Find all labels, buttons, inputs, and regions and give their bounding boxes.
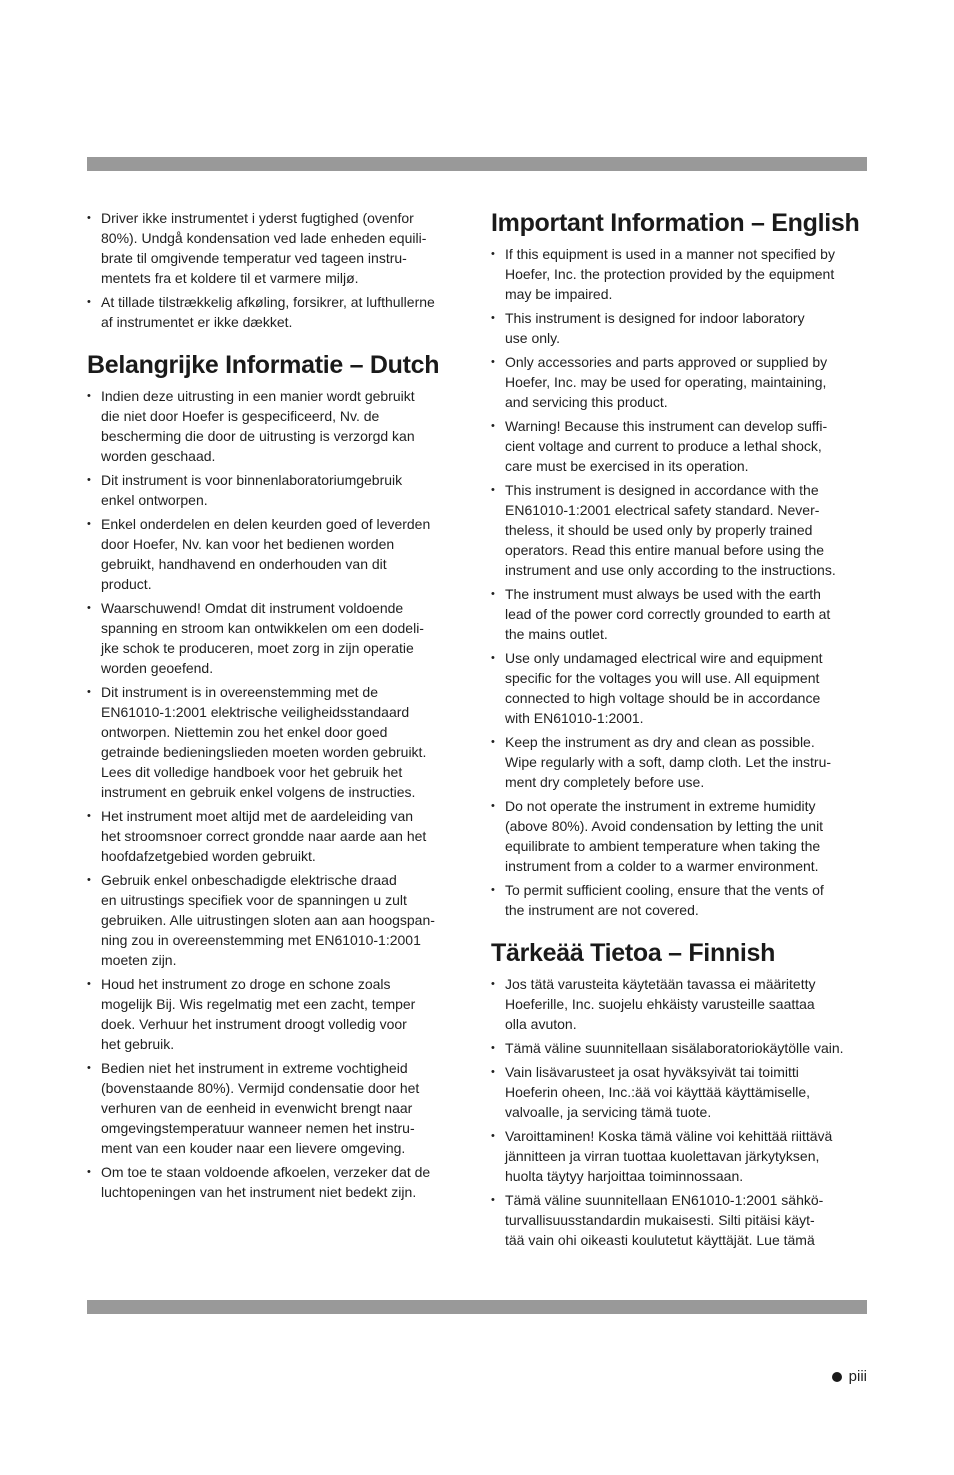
list-item: • Enkel onderdelen en delen keurden goed of leverden door Hoefer, Nv. kan voor het bedienen worden gebruikt, handhavend en onderhouden van dit product.: [87, 514, 462, 594]
bottom-rule: [87, 1300, 867, 1314]
list-item: • Use only undamaged electrical wire and equipment specific for the voltages you will use. All equipment connected to high voltage should be in accordance with EN61010-1:2001.: [491, 648, 867, 728]
list-item: • Dit instrument is voor binnenlaboratoriumgebruik enkel ontworpen.: [87, 470, 462, 510]
list-item: • Tämä väline suunnitellaan EN61010-1:2001 sähkö- turvallisuusstandardin mukaisesti. Silti pitäisi käyt- tää vain ohi oikeasti koulutetut käyttäjät. Lue tämä: [491, 1190, 867, 1250]
finnish-section: [491, 938, 867, 1250]
list-item: • Do not operate the instrument in extreme humidity (above 80%). Avoid condensation by letting the unit equilibrate to ambient temperature when taking the instrument from a colder to a warmer environment.: [491, 796, 867, 876]
list-item: • Vain lisävarusteet ja osat hyväksyivät tai toimitti Hoeferin oheen, Inc.:ää voi käyttää käyttämiselle, valvoalle, ja servicing tämä tuote.: [491, 1062, 867, 1122]
list-item: • The instrument must always be used with the earth lead of the power cord correctly grounded to earth at the mains outlet.: [491, 584, 867, 644]
list-item: • Varoittaminen! Koska tämä väline voi kehittää riittävä jännitteen ja virran tuottaa kuolettavan järkytyksen, huolta täytyy harjoittaa toiminnossaan.: [491, 1126, 867, 1186]
list-item: • Dit instrument is in overeenstemming met de EN61010-1:2001 elektrische veiligheidsstandaard ontworpen. Niettemin zou het enkel door goed getrainde bedieningslieden moeten worden gebruikt. Lees dit volledige handboek voor het gebruik het instrument en gebruik enkel volgens de instructies.: [87, 682, 462, 802]
page-number-label: piii: [848, 1368, 867, 1385]
list-item: • Tämä väline suunnitellaan sisälaboratoriokäytölle vain.: [491, 1038, 867, 1058]
page-number: [832, 1368, 867, 1385]
dutch-heading: Belangrijke Informatie – Dutch: [87, 351, 440, 379]
list-item: • Gebruik enkel onbeschadigde elektrische draad en uitrustings specifiek voor de spanningen u zult gebruiken. Alle uitrustingen sloten aan aan hoogspan- ning zou in overeenstemming met EN61010-1:2001 moeten zijn.: [87, 870, 462, 970]
left-column: [87, 208, 462, 1206]
list-item: • This instrument is designed for indoor laboratory use only.: [491, 308, 867, 348]
english-list: [491, 244, 867, 920]
english-section: [491, 208, 867, 920]
list-item: • Om toe te staan voldoende afkoelen, verzeker dat de luchtopeningen van het instrument niet bedekt zijn.: [87, 1162, 462, 1202]
list-item: • Keep the instrument as dry and clean as possible. Wipe regularly with a soft, damp cloth. Let the instru- ment dry completely before use.: [491, 732, 867, 792]
right-column: [491, 208, 867, 1254]
finnish-list: [491, 974, 867, 1250]
list-item: • Waarschuwend! Omdat dit instrument voldoende spanning en stroom kan ontwikkelen om een dodeli- jke schok te produceren, moet zorg in zijn operatie worden geoefend.: [87, 598, 462, 678]
list-item: • This instrument is designed in accordance with the EN61010-1:2001 electrical safety standard. Never- theless, it should be used only by properly trained operators. Read this entire manual before using the instrument and use only according to the instructions.: [491, 480, 867, 580]
list-item: • Only accessories and parts approved or supplied by Hoefer, Inc. may be used for operating, maintaining, and servicing this product.: [491, 352, 867, 412]
list-item: • Indien deze uitrusting in een manier wordt gebruikt die niet door Hoefer is gespecificeerd, Nv. de bescherming die door de uitrusting is verzorgd kan worden geschaad.: [87, 386, 462, 466]
list-item: • Jos tätä varusteita käytetään tavassa ei määritetty Hoeferille, Inc. suojelu ehkäisty varusteille saattaa olla avuton.: [491, 974, 867, 1034]
dutch-list: [87, 386, 462, 1202]
list-item: • Houd het instrument zo droge en schone zoals mogelijk Bij. Wis regelmatig met een zacht, temper doek. Verhuur het instrument droogt volledig voor het gebruik.: [87, 974, 462, 1054]
list-item: • Het instrument moet altijd met de aardeleiding van het stroomsnoer correct grondde naar aarde aan het hoofdafzetgebied worden gebruikt.: [87, 806, 462, 866]
danish-continuation-list: [87, 208, 462, 332]
list-item: • Warning! Because this instrument can develop suffi- cient voltage and current to produce a lethal shock, care must be exercised in its operation.: [491, 416, 867, 476]
bullet-dot-icon: [832, 1372, 842, 1382]
english-heading: Important Information – English: [491, 209, 860, 237]
list-item: • To permit sufficient cooling, ensure that the vents of the instrument are not covered.: [491, 880, 867, 920]
list-item: • If this equipment is used in a manner not specified by Hoefer, Inc. the protection provided by the equipment may be impaired.: [491, 244, 867, 304]
finnish-heading: Tärkeää Tietoa – Finnish: [491, 939, 776, 967]
top-rule: [87, 157, 867, 171]
list-item: • Driver ikke instrumentet i yderst fugtighed (ovenfor 80%). Undgå kondensation ved lade enheden equili- brate til omgivende temperatur ved tageen instru- mentets fra et koldere til et varmere miljø.: [87, 208, 462, 288]
list-item: • At tillade tilstrækkelig afkøling, forsikrer, at lufthullerne af instrumentet er ikke dækket.: [87, 292, 462, 332]
list-item: • Bedien niet het instrument in extreme vochtigheid (bovenstaande 80%). Vermijd condensatie door het verhuren van de eenheid in evenwicht brengt naar omgevingstemperatuur wanneer nemen het instru- ment van een kouder naar een lievere omgeving.: [87, 1058, 462, 1158]
